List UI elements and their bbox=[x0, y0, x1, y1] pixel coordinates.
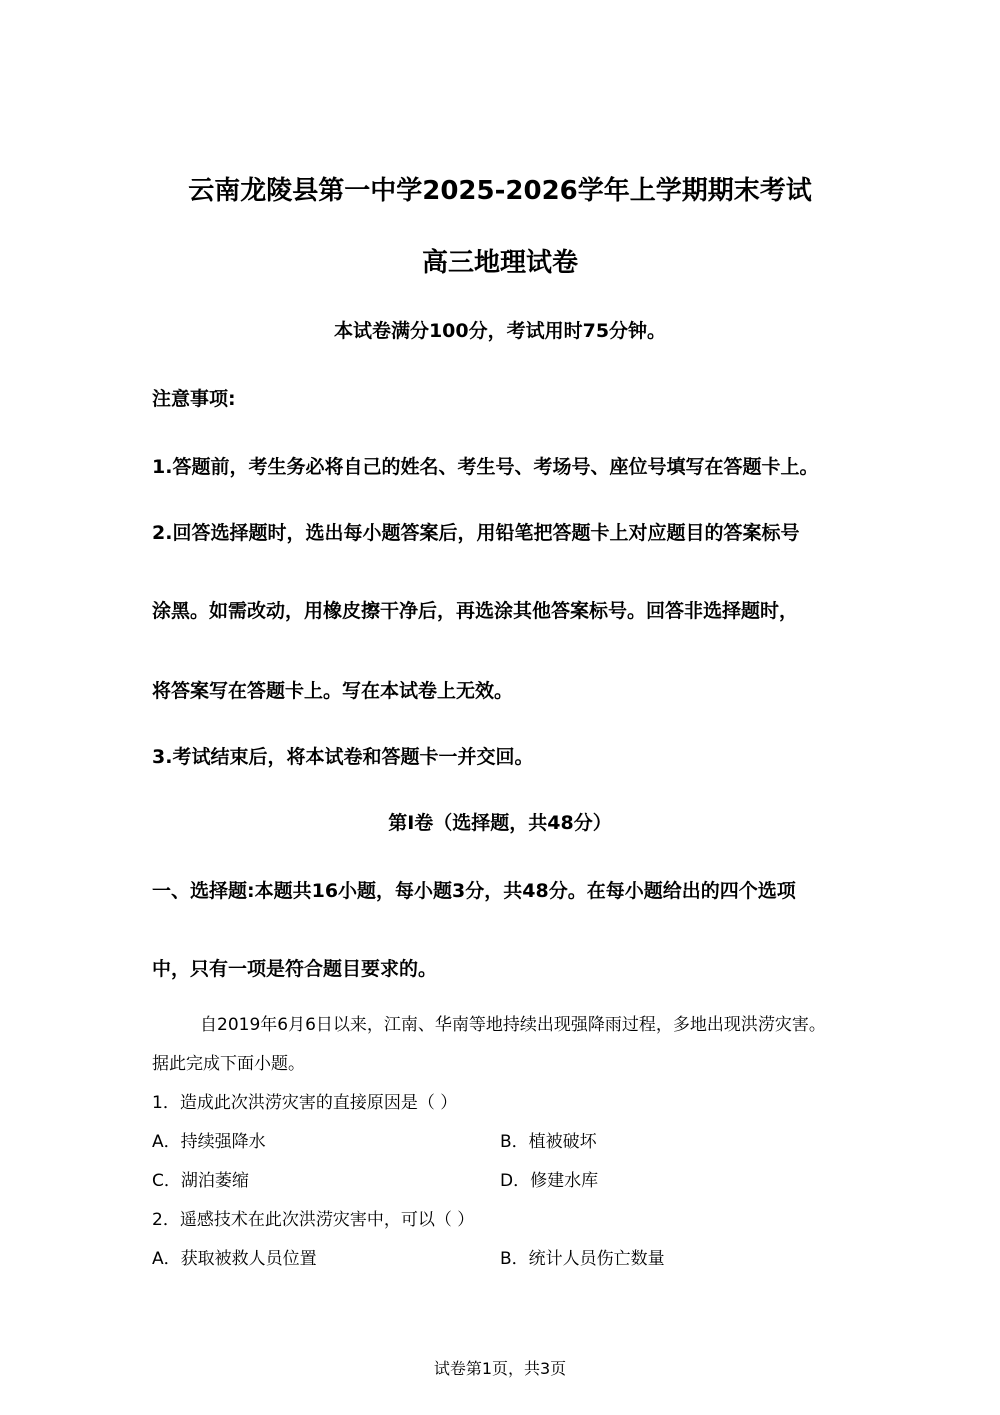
section-instruction: 中，只有一项是符合题目要求的。 bbox=[152, 958, 438, 980]
option-d: D．修建水库 bbox=[500, 1171, 599, 1191]
notes-heading: 注意事项: bbox=[152, 388, 236, 410]
option-b: B．植被破坏 bbox=[500, 1132, 597, 1152]
passage-line: 据此完成下面小题。 bbox=[152, 1054, 305, 1074]
note-line: 将答案写在答题卡上。写在本试卷上无效。 bbox=[152, 680, 514, 702]
section-instruction: 一、选择题:本题共16小题，每小题3分，共48分。在每小题给出的四个选项 bbox=[152, 880, 796, 902]
question-stem: 1．造成此次洪涝灾害的直接原因是（ ） bbox=[152, 1093, 458, 1113]
option-a: A．持续强降水 bbox=[152, 1132, 266, 1152]
exam-subtitle: 高三地理试卷 bbox=[421, 248, 578, 278]
option-b: B．统计人员伤亡数量 bbox=[500, 1249, 665, 1269]
section-title: 第Ⅰ卷（选择题，共48分） bbox=[388, 812, 612, 834]
exam-title: 云南龙陵县第一中学2025-2026学年上学期期末考试 bbox=[188, 176, 812, 206]
note-line: 涂黑。如需改动，用橡皮擦干净后，再选涂其他答案标号。回答非选择题时， bbox=[152, 600, 799, 622]
note-line: 2.回答选择题时，选出每小题答案后，用铅笔把答题卡上对应题目的答案标号 bbox=[152, 522, 800, 544]
question-stem: 2．遥感技术在此次洪涝灾害中，可以（ ） bbox=[152, 1210, 475, 1230]
exam-info: 本试卷满分100分，考试用时75分钟。 bbox=[333, 320, 667, 342]
passage-line: 自2019年6月6日以来，江南、华南等地持续出现强降雨过程，多地出现洪涝灾害。 bbox=[200, 1015, 826, 1035]
page-footer: 试卷第1页，共3页 bbox=[433, 1359, 567, 1378]
option-c: C．湖泊萎缩 bbox=[152, 1171, 249, 1191]
option-a: A．获取被救人员位置 bbox=[152, 1249, 317, 1269]
note-line: 1.答题前，考生务必将自己的姓名、考生号、考场号、座位号填写在答题卡上。 bbox=[152, 456, 819, 478]
note-line: 3.考试结束后，将本试卷和答题卡一并交回。 bbox=[152, 746, 534, 768]
